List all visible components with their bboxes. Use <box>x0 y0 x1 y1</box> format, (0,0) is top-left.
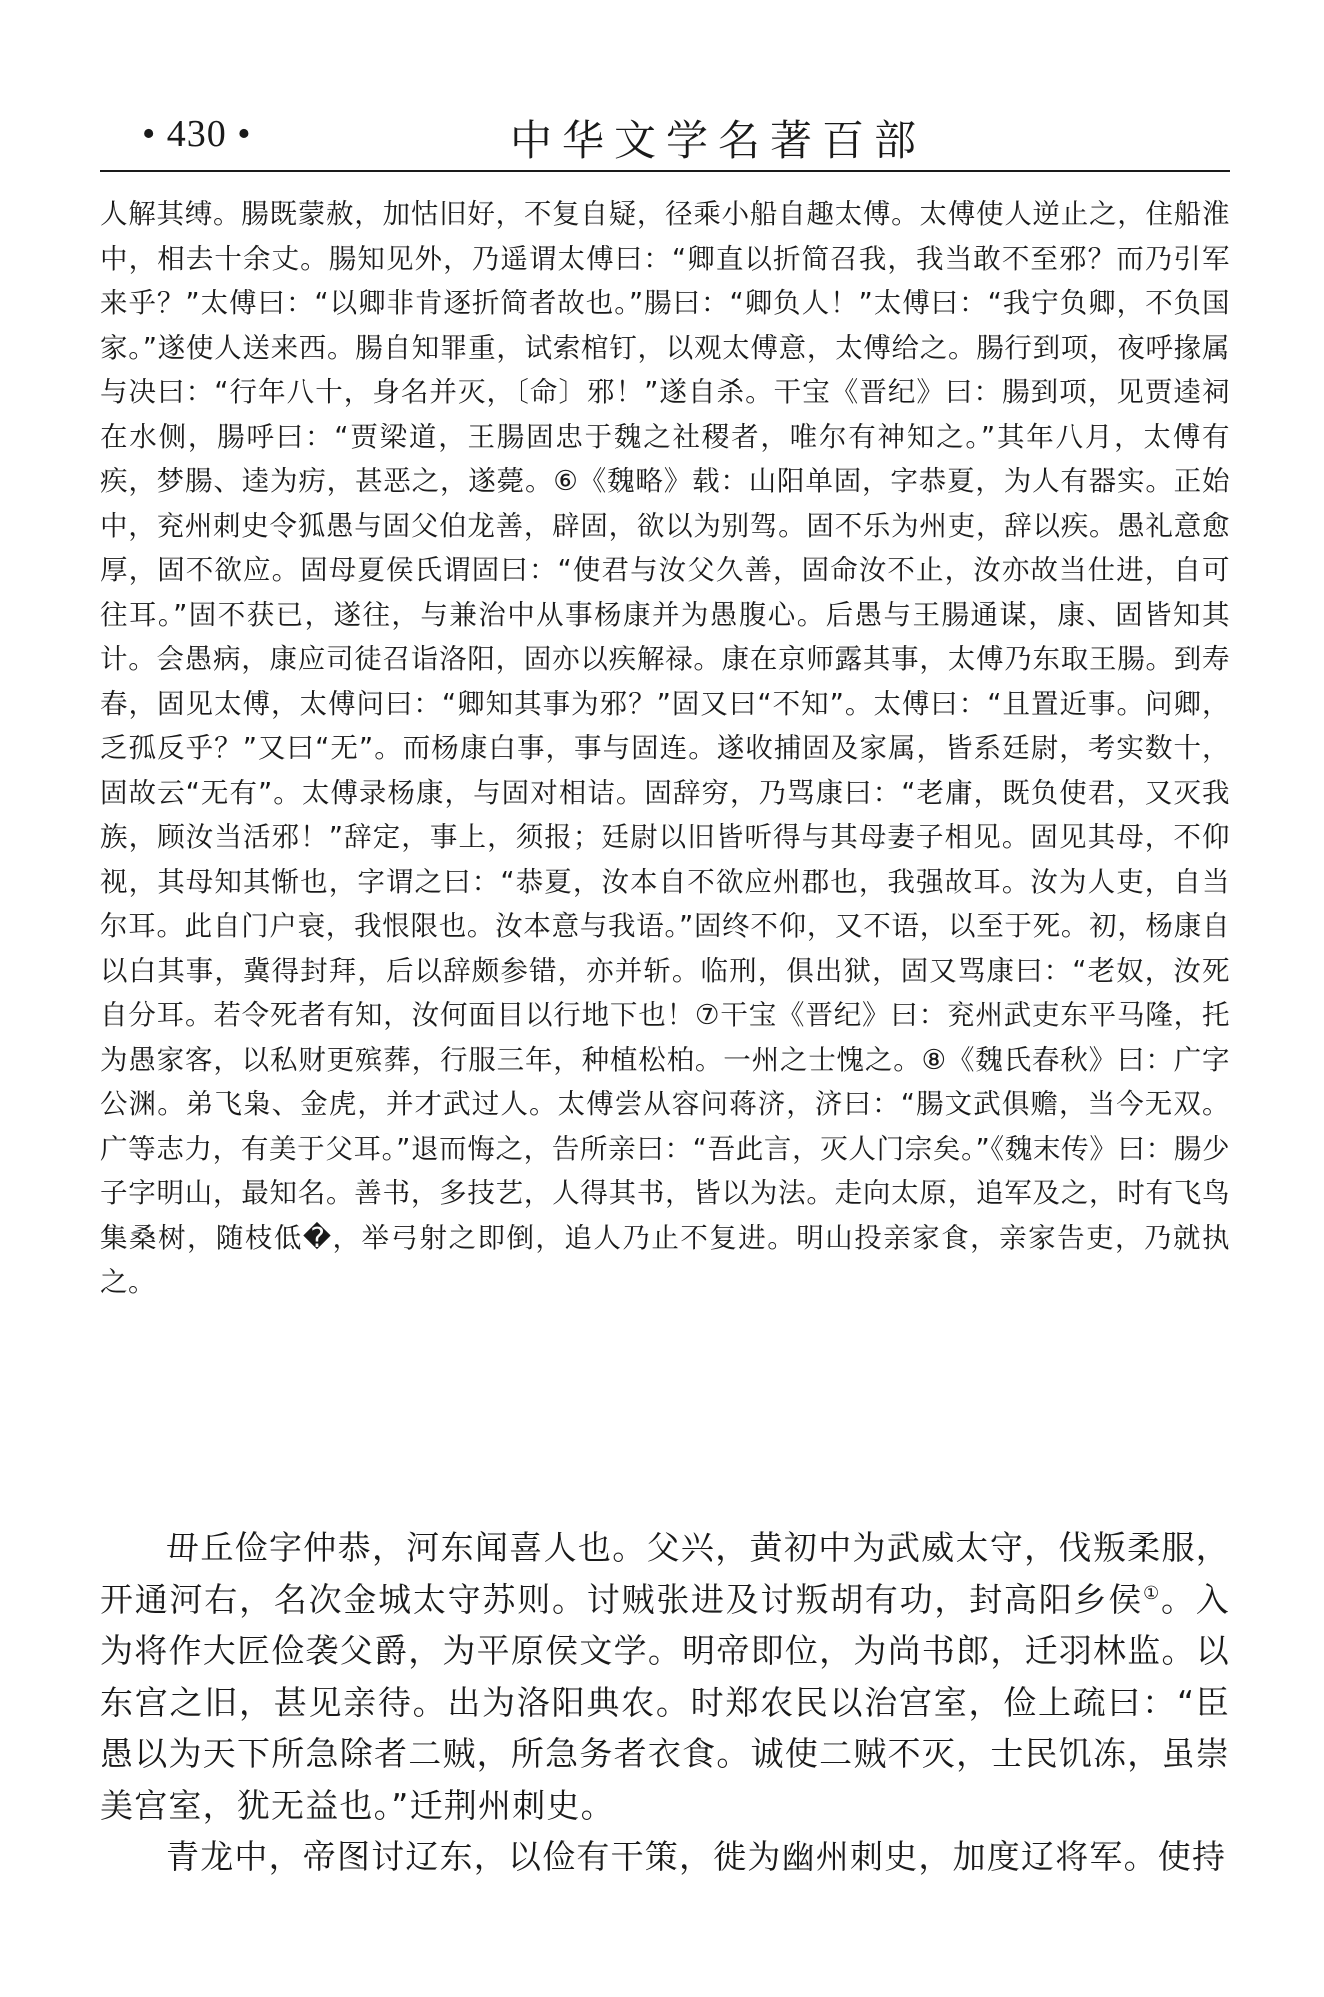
header-rule <box>100 170 1230 172</box>
book-title: 中华文学名著百部 <box>510 116 927 165</box>
para1-text-b: 。入为将作大匠俭袭父爵，为平原侯文学。明帝即位，为尚书郎，迁羽林监。以东宫之旧，甚见亲待。出为洛阳典农。时郑农民以治宫室，俭上疏曰：“臣愚以为天下所急除者二贼，所急务者衣食。诚使二贼不灭，士民饥冻，虽崇美宫室，犹无益也。”迁荆州刺史。 <box>100 1579 1230 1825</box>
main-paragraph-1 <box>100 1522 1230 1831</box>
page-number: • 430 • <box>142 113 252 155</box>
main-paragraph-2: 青龙中，帝图讨辽东，以俭有干策，徙为幽州刺史，加度辽将军。使持 <box>166 1837 1227 1876</box>
footnote-ref: ① <box>1143 1582 1162 1604</box>
para1-text-a: 毌丘俭字仲恭，河东闻喜人也。父兴，黄初中为武威太守，伐叛柔服，开通河右，名次金城太守苏则。讨贼张进及讨叛胡有功，封高阳乡侯 <box>100 1528 1230 1619</box>
main-text <box>100 1522 1230 1883</box>
notes-text: 人解其缚。腸既蒙赦，加怙旧好，不复自疑，径乘小船自趣太傅。太傅使人逆止之，住船淮中，相去十余丈。腸知见外，乃遥谓太傅曰：“卿直以折简召我，我当敢不至邪？而乃引军来乎？”太傅曰：“以卿非肯逐折简者故也。”腸曰：“卿负人！”太傅曰：“我宁负卿，不负国家。”遂使人送来西。腸自知罪重，试索棺钉，以观太傅意，太傅给之。腸行到项，夜呼掾属与决曰：“行年八十，身名并灭，〔命〕邪！”遂自杀。干宝《晋纪》曰：腸到项，见贾逵祠在水侧，腸呼曰：“贾梁道，王腸固忠于魏之社稷者，唯尔有神知之。”其年八月，太傅有疾，梦腸、逵为疠，甚恶之，遂薨。⑥《魏略》载：山阳单固，字恭夏，为人有器实。正始中，兖州刺史令狐愚与固父伯龙善，辟固，欲以为别驾。固不乐为州吏，辞以疾。愚礼意愈厚，固不欲应。固母夏侯氏谓固曰：“使君与汝父久善，固命汝不止，汝亦故当仕进，自可往耳。”固不获已，遂往，与兼治中从事杨康并为愚腹心。后愚与王腸通谋，康、固皆知其计。会愚病，康应司徒召诣洛阳，固亦以疾解禄。康在京师露其事，太傅乃东取王腸。到寿春，固见太傅，太傅问曰：“卿知其事为邪？”固又曰“不知”。太傅曰：“且置近事。问卿，乏孤反乎？”又曰“无”。而杨康白事，事与固连。遂收捕固及家属，皆系廷尉，考实数十，固故云“无有”。太傅录杨康，与固对相诘。固辞穷，乃骂康曰：“老庸，既负使君，又灭我族，顾汝当活邪！”辞定，事上，须报；廷尉以旧皆听得与其母妻子相见。固见其母，不仰视，其母知其惭也，字谓之曰：“恭夏，汝本自不欲应州郡也，我强故耳。汝为人吏，自当尔耳。此自门户衰，我恨限也。汝本意与我语。”固终不仰，又不语，以至于死。初，杨康自以白其事，冀得封拜，后以辞颇参错，亦并斩。临刑，俱出狱，固又骂康曰：“老奴，汝死自分耳。若令死者有知，汝何面目以行地下也！⑦干宝《晋纪》曰：兖州武吏东平马隆，托为愚家客，以私财更殡葬，行服三年，种植松柏。一州之士愧之。⑧《魏氏春秋》曰：广字公渊。弟飞枭、金虎，并才武过人。太傅尝从容问蒋济，济曰：“腸文武俱赡，当今无双。广等志力，有美于父耳。”退而悔之，告所亲曰：“吾此言，灭人门宗矣。”《魏末传》曰：腸少子字明山，最知名。善书，多技艺，人得其书，皆以为法。走向太原，追军及之，时有飞鸟集桑树，随枝低�，举弓射之即倒，追人乃止不复进。明山投亲家食，亲家告吏，乃就执之。 <box>100 198 1230 1298</box>
annotation-notes <box>100 192 1230 1305</box>
page-header <box>100 108 1230 170</box>
